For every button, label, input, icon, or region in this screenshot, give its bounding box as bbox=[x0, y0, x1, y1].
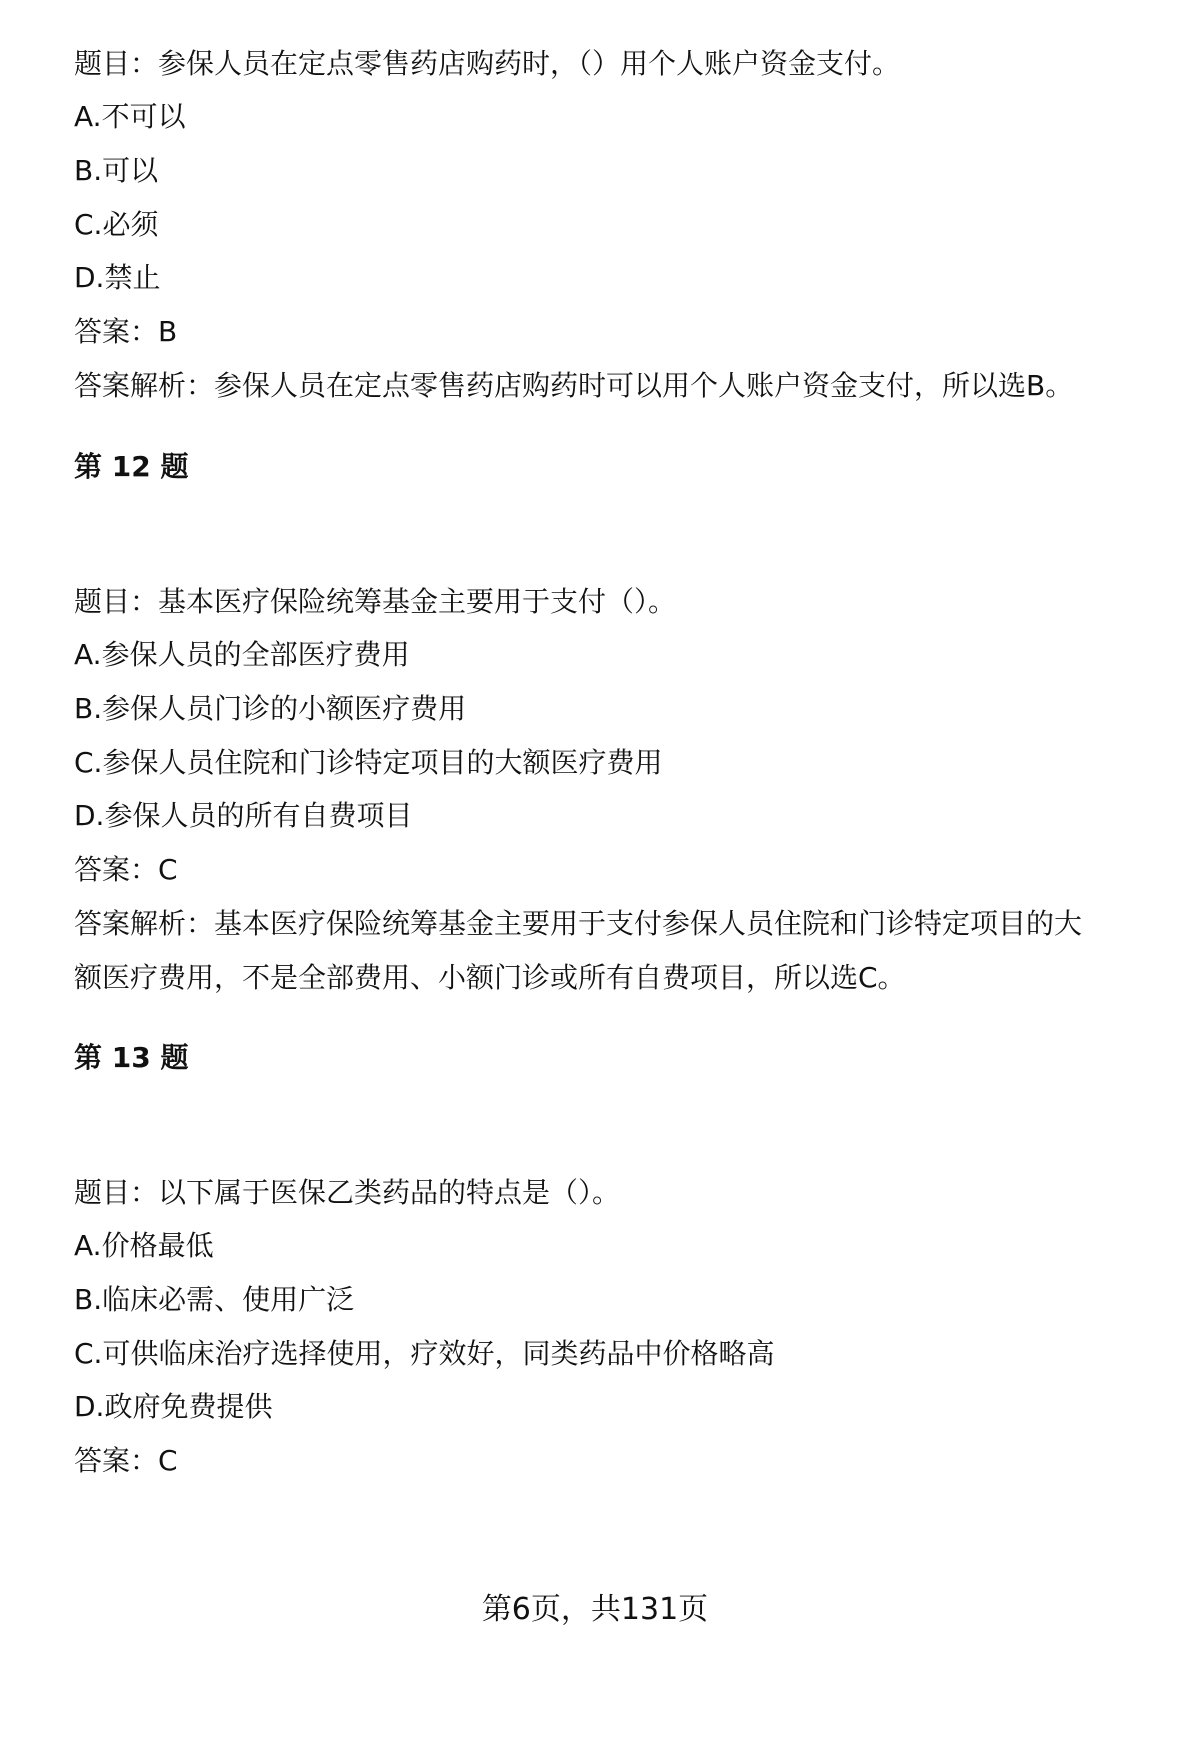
question-11-answer: 答案：B bbox=[74, 315, 178, 348]
question-12-option-a: A.参保人员的全部医疗费用 bbox=[74, 638, 410, 671]
question-13-answer: 答案：C bbox=[74, 1444, 178, 1477]
question-11-option-d: D.禁止 bbox=[74, 261, 161, 294]
question-13-option-a: A.价格最低 bbox=[74, 1229, 214, 1262]
question-12-heading: 第 12 题 bbox=[74, 450, 189, 483]
question-12-answer: 答案：C bbox=[74, 853, 178, 886]
question-13-option-d: D.政府免费提供 bbox=[74, 1390, 273, 1423]
question-13-option-b: B.临床必需、使用广泛 bbox=[74, 1283, 355, 1316]
question-12-explanation-line-1: 答案解析：基本医疗保险统筹基金主要用于支付参保人员住院和门诊特定项目的大 bbox=[74, 907, 1083, 940]
question-13-text: 题目：以下属于医保乙类药品的特点是（）。 bbox=[74, 1176, 621, 1209]
question-11-option-a: A.不可以 bbox=[74, 100, 186, 133]
question-11-option-b: B.可以 bbox=[74, 154, 159, 187]
question-11-explanation: 答案解析：参保人员在定点零售药店购药时可以用个人账户资金支付，所以选B。 bbox=[74, 369, 1074, 402]
question-13-heading: 第 13 题 bbox=[74, 1041, 189, 1074]
page-number-footer: 第6页，共131页 bbox=[481, 1592, 709, 1627]
question-12-option-c: C.参保人员住院和门诊特定项目的大额医疗费用 bbox=[74, 746, 663, 779]
question-11-option-c: C.必须 bbox=[74, 208, 159, 241]
question-12-option-d: D.参保人员的所有自费项目 bbox=[74, 799, 413, 832]
question-13-option-c: C.可供临床治疗选择使用，疗效好，同类药品中价格略高 bbox=[74, 1337, 775, 1370]
question-12-option-b: B.参保人员门诊的小额医疗费用 bbox=[74, 692, 467, 725]
question-11-text: 题目：参保人员在定点零售药店购药时，（）用个人账户资金支付。 bbox=[74, 47, 901, 80]
question-12-explanation-line-2: 额医疗费用，不是全部费用、小额门诊或所有自费项目，所以选C。 bbox=[74, 961, 906, 994]
question-12-text: 题目：基本医疗保险统筹基金主要用于支付（）。 bbox=[74, 585, 677, 618]
